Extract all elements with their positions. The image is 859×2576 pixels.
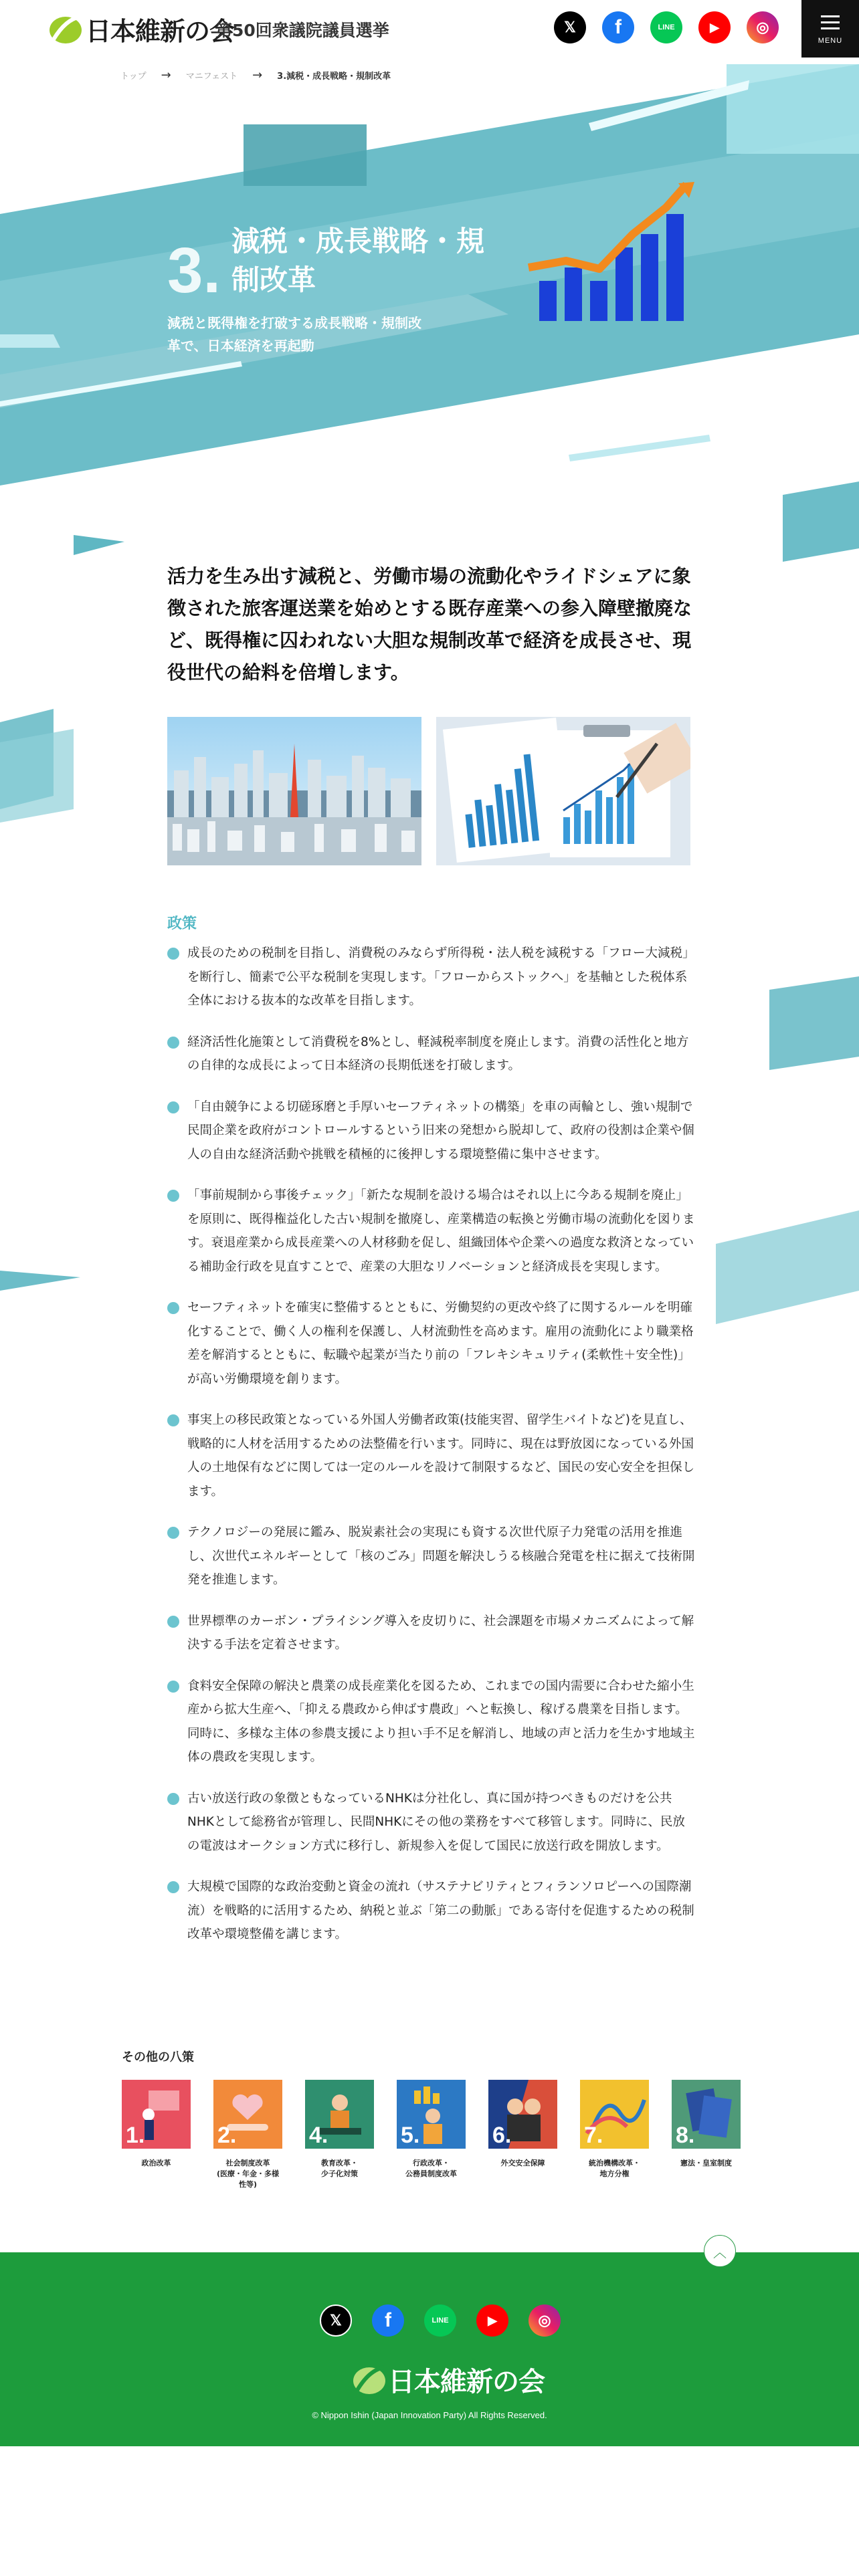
other-policy-tile-7[interactable]: 7. 統治機構改革・ 地方分権 [580,2080,649,2179]
policy-item: 食料安全保障の解決と農業の成長産業化を図るため、これまでの国内需要に合わせた縮小生産から拡大生産へ、「抑える農政から伸ばす農政」へと転換し、稼げる農業を目指します。同時に、多様な主体の参農支援により担い手不足を解消し、地域の声と活力を生かす地域主体の農政を実現します。 [167,1675,696,1769]
copyright: © Nippon Ishin (Japan Innovation Party) All Rights Reserved. [312,2410,547,2420]
instagram-icon[interactable]: ◎ [747,11,779,43]
footer-logo-text: 日本維新の会 [388,2366,545,2397]
policy-item: 世界標準のカーボン・プライシング導入を皮切りに、社会課題を市場メカニズムによって解決する手法を定着させます。 [167,1610,696,1657]
other-policy-tile-1[interactable]: 1. 政治改革 [122,2080,191,2169]
arrow-right-icon: → [252,68,263,82]
facebook-icon[interactable]: f [372,2304,404,2337]
growth-chart-illustration [526,181,700,328]
youtube-icon[interactable]: ▶ [476,2304,508,2337]
breadcrumb-top[interactable]: トップ [120,72,147,82]
hamburger-icon [821,15,840,17]
hero-title: 減税・成長戦略・規制改革 [231,225,485,296]
menu-button[interactable] [801,0,859,58]
footer-social-links [320,2304,561,2337]
policy-item: 古い放送行政の象徴ともなっているNHKは分社化し、真に国が持つべきものだけを公共NHKとして総務省が管理し、民間NHKにその他の業務をすべて移管します。同時に、民放の電波はオークション方式に移行し、新規参入を促して国民に放送行政を開放します。 [167,1787,696,1858]
line-icon[interactable]: LINE [650,11,682,43]
logo-text: 日本維新の会 [86,16,235,46]
policy-list [167,942,696,1964]
policy-section-label: 政策 [167,916,197,932]
breadcrumb-current: 3.減税・成長戦略・規制改革 [277,72,391,82]
instagram-icon[interactable]: ◎ [529,2304,561,2337]
policy-item: 「自由競争による切磋琢磨と手厚いセーフティネットの構築」を車の両輪とし、強い規制で民間企業を政府がコントロールするという旧来の発想から脱却して、政府の役割は企業や個人の自由な経済活動や挑戦を積極的に後押しする環境整備に集中させます。 [167,1095,696,1167]
hero-number: 3. [167,235,221,306]
lead-text: 活力を生み出す減税と、労働市場の流動化やライドシェアに象徴された旅客運送業を始めとする既存産業への参入障壁撤廃など、既得権に囚われない大胆な規制改革で経済を成長させ、現役世代の給料を倍増します。 [167,565,692,683]
logo-leaf-icon [47,13,84,46]
other-policy-tile-2[interactable]: 2. 社会制度改革 (医療・年金・多様性等) [213,2080,282,2190]
breadcrumb-manifesto[interactable]: マニフェスト [185,72,238,82]
breadcrumb [120,68,391,82]
policy-item: 経済活性化施策として消費税を8%とし、軽減税率制度を廃止します。消費の活性化と地方の自律的な成長によって日本経済の長期低迷を打破します。 [167,1031,696,1078]
arrow-right-icon: → [161,68,171,82]
hero-subtitle: 減税と既得権を打破する成長戦略・規制改革で、日本経済を再起動 [167,315,421,354]
line-icon[interactable]: LINE [424,2304,456,2337]
policy-item: セーフティネットを確実に整備するとともに、労働契約の更改や終了に関するルールを明確化することで、働く人の権利を保護し、人材流動性を高めます。雇用の流動化により職業格差を解消するとともに、転職や起業が当たり前の「フレキシキュリティ(柔軟性＋安全性)」が高い労働環境を創ります。 [167,1296,696,1391]
social-reform-image: 2. [213,2080,282,2149]
other-policies-title: その他の八策 [122,2050,194,2064]
other-policy-tile-4[interactable]: 4. 教育改革・ 少子化対策 [305,2080,374,2179]
logo-leaf-icon [351,2363,388,2397]
policy-item: 大規模で国際的な政治変動と資金の流れ（サステナビリティとフィランソロピーへの国際潮流）を戦略的に活用するため、納税と並ぶ「第二の動脈」である寄付を促進するための税制改革や環境整備を講じます。 [167,1875,696,1947]
facebook-icon[interactable]: f [602,11,634,43]
administrative-reform-image: 5. [397,2080,466,2149]
site-header [0,0,859,58]
site-logo[interactable] [47,11,234,47]
chart-documents-photo [436,717,690,865]
menu-label: MENU [818,36,843,45]
header-social-links [554,11,779,43]
other-policy-tile-5[interactable]: 5. 行政改革・ 公務員制度改革 [397,2080,466,2179]
back-to-top-button[interactable] [704,2235,736,2267]
x-icon[interactable]: 𝕏 [320,2304,352,2337]
policy-item: 「事前規制から事後チェック」「新たな規制を設ける場合はそれ以上に今ある規制を廃止」を原則に、既得権益化した古い規制を撤廃し、産業構造の転換と労働市場の流動化を図ります。衰退産業から成長産業への人材移動を促し、組織団体や企業への過度な救済となっている補助金行政を見直すことで、産業の大胆なリノベーションと経済成長を実現します。 [167,1184,696,1279]
site-footer [0,2252,859,2446]
constitution-reform-image: 8. [672,2080,741,2149]
election-title: 第50回衆議院議員選挙 [215,21,389,40]
chevron-up-icon: ︿ [713,2244,727,2260]
footer-logo[interactable] [351,2361,545,2399]
city-photo [167,717,421,865]
governance-reform-image: 7. [580,2080,649,2149]
policy-item: 成長のための税制を目指し、消費税のみならず所得税・法人税を減税する「フロー大減税」を断行し、簡素で公平な税制を実現します。「フローからストックへ」を基軸とした税体系全体における抜本的な改革を目指します。 [167,942,696,1013]
diplomacy-security-image: 6. [488,2080,557,2149]
policy-item: 事実上の移民政策となっている外国人労働者政策(技能実習、留学生バイトなど)を見直し、戦略的に人材を活用するための法整備を行います。同時に、現在は野放図になっている外国人の土地保有などに関しては一定のルールを設けて制限するなど、国民の安心安全を担保します。 [167,1408,696,1503]
x-icon[interactable]: 𝕏 [554,11,586,43]
other-policy-tile-8[interactable]: 8. 憲法・皇室制度 [672,2080,741,2169]
other-policy-tile-6[interactable]: 6. 外交安全保障 [488,2080,557,2169]
education-reform-image: 4. [305,2080,374,2149]
political-reform-image: 1. [122,2080,191,2149]
youtube-icon[interactable]: ▶ [698,11,731,43]
policy-item: テクノロジーの発展に鑑み、脱炭素社会の実現にも資する次世代原子力発電の活用を推進し、次世代エネルギーとして「核のごみ」問題を解決しうる核融合発電を柱に据えて技術開発を推進します。 [167,1521,696,1592]
